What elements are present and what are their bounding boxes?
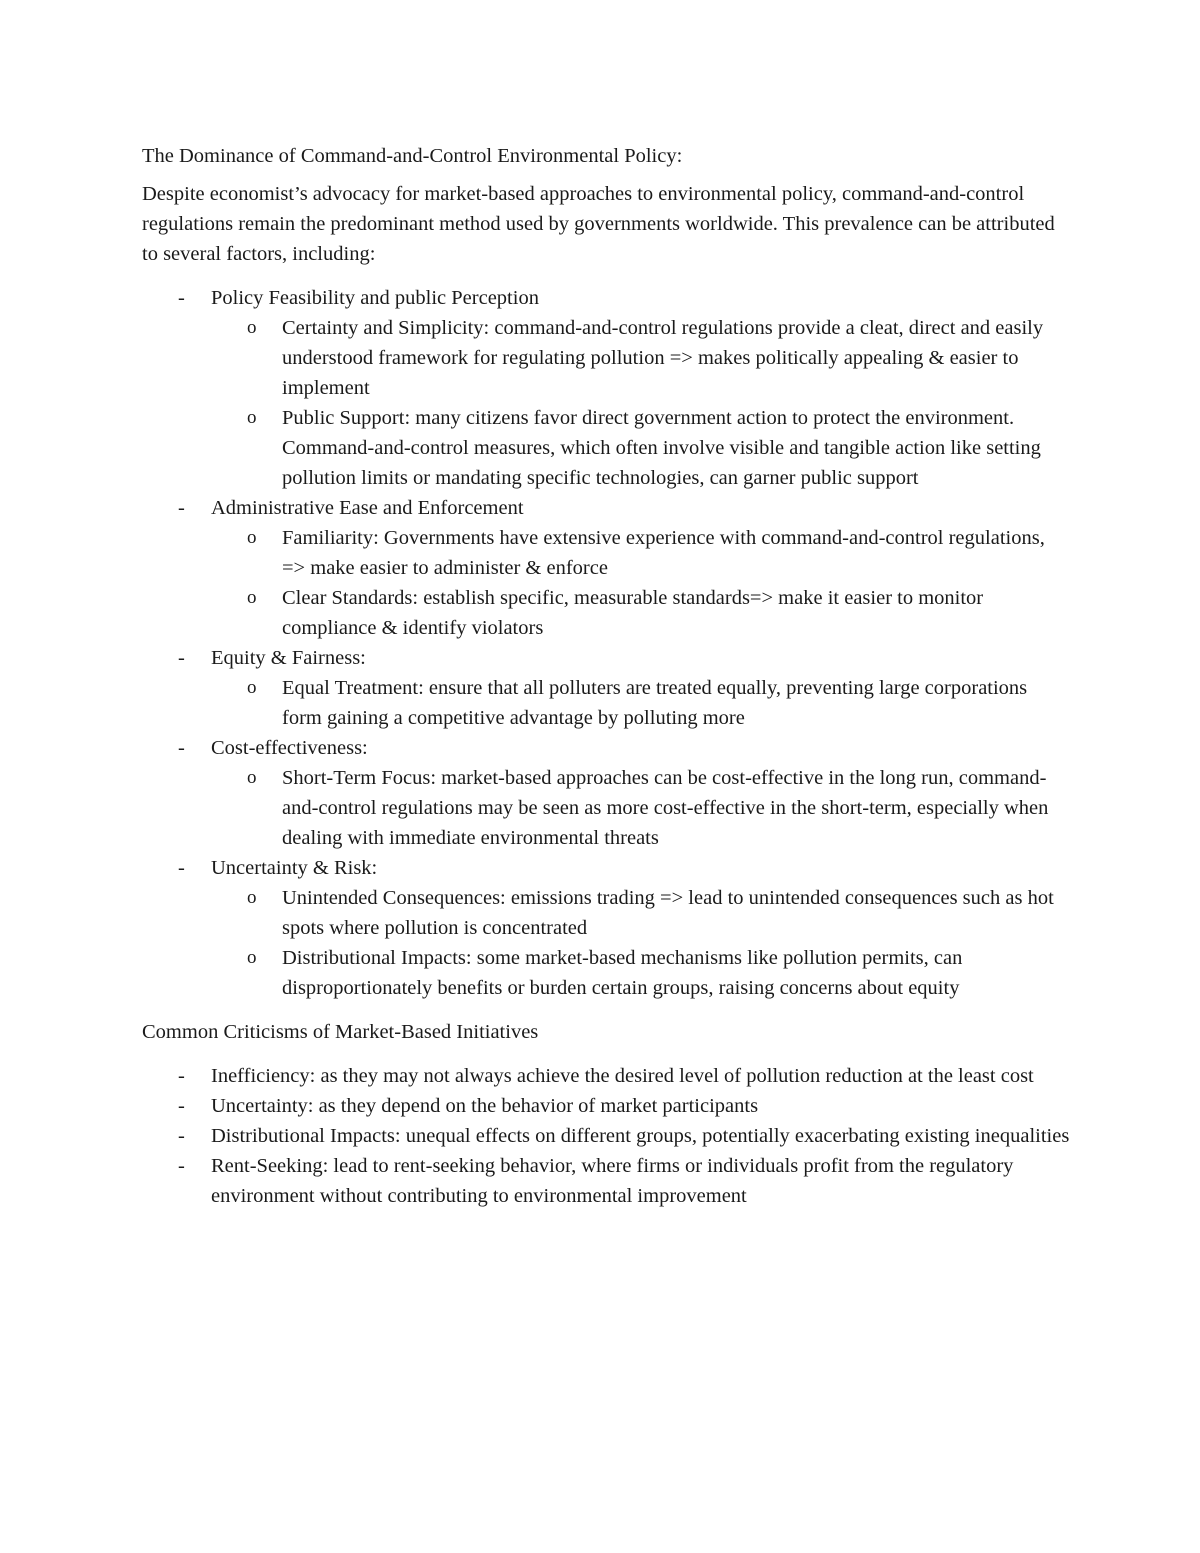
sub-list-item xyxy=(211,763,1072,853)
circle-bullet: o xyxy=(247,677,257,698)
dash-bullet: - xyxy=(178,1065,185,1087)
circle-bullet: o xyxy=(247,947,257,968)
sub-list xyxy=(211,673,1072,733)
list-item xyxy=(142,1121,1072,1151)
section-spacer xyxy=(142,1003,1072,1017)
section-heading-criticisms: Common Criticisms of Market-Based Initiatives xyxy=(142,1021,539,1043)
circle-bullet: o xyxy=(247,317,257,338)
list-item-text: Rent-Seeking: lead to rent-seeking behavior, where firms or individuals profit from the regulatory environment without contributing to environmental improvement xyxy=(211,1155,1014,1207)
dash-bullet: - xyxy=(178,647,185,669)
list-item-text: Distributional Impacts: unequal effects on different groups, potentially exacerbating existing inequalities xyxy=(211,1125,1070,1147)
list-item xyxy=(142,493,1072,643)
sub-list-item xyxy=(211,583,1072,643)
sub-item-text: Public Support: many citizens favor direct government action to protect the environment. Command-and-control measures, which often involve visible and tangible action like setting pollution limits or mandating specific technologies, can garner public support xyxy=(282,407,1041,489)
sub-item-text: Short-Term Focus: market-based approaches can be cost-effective in the long run, command-and-control regulations may be seen as more cost-effective in the short-term, especially when dealing with immediate environmental threats xyxy=(282,767,1049,849)
dash-bullet: - xyxy=(178,1095,185,1117)
document-page xyxy=(142,141,1072,1211)
list-item xyxy=(142,733,1072,853)
sub-list-item xyxy=(211,943,1072,1003)
sub-list xyxy=(211,313,1072,493)
list-item-label: Uncertainty & Risk: xyxy=(211,857,378,879)
circle-bullet: o xyxy=(247,767,257,788)
criticisms-list xyxy=(142,1061,1072,1211)
sub-item-text: Clear Standards: establish specific, measurable standards=> make it easier to monitor compliance & identify violators xyxy=(282,587,984,639)
sub-item-text: Unintended Consequences: emissions trading => lead to unintended consequences such as hot spots where pollution is concentrated xyxy=(282,887,1054,939)
list-item xyxy=(142,1061,1072,1091)
sub-item-text: Certainty and Simplicity: command-and-control regulations provide a cleat, direct and easily understood framework for regulating pollution => makes politically appealing & easier to implement xyxy=(282,317,1044,399)
list-item-label: Administrative Ease and Enforcement xyxy=(211,497,524,519)
dash-bullet: - xyxy=(178,287,185,309)
sub-list xyxy=(211,763,1072,853)
list-item-label: Equity & Fairness: xyxy=(211,647,366,669)
list-item-label: Policy Feasibility and public Perception xyxy=(211,287,539,309)
factors-list xyxy=(142,283,1072,1003)
intro-paragraph: Despite economist’s advocacy for market-based approaches to environmental policy, command-and-control regulations remain the predominant method used by governments worldwide. This prevalence can be attributed to several factors, including: xyxy=(142,183,1055,265)
sub-list-item xyxy=(211,883,1072,943)
list-item-label: Cost-effectiveness: xyxy=(211,737,368,759)
dash-bullet: - xyxy=(178,1125,185,1147)
sub-list-item xyxy=(211,523,1072,583)
list-item xyxy=(142,1151,1072,1211)
list-item xyxy=(142,1091,1072,1121)
list-item xyxy=(142,853,1072,1003)
sub-list xyxy=(211,883,1072,1003)
list-item-text: Uncertainty: as they depend on the behavior of market participants xyxy=(211,1095,759,1117)
dash-bullet: - xyxy=(178,857,185,879)
dash-bullet: - xyxy=(178,497,185,519)
circle-bullet: o xyxy=(247,407,257,428)
sub-list-item xyxy=(211,313,1072,403)
sub-item-text: Distributional Impacts: some market-based mechanisms like pollution permits, can disproportionately benefits or burden certain groups, raising concerns about equity xyxy=(282,947,963,999)
section-heading-dominance: The Dominance of Command-and-Control Environmental Policy: xyxy=(142,145,683,167)
dash-bullet: - xyxy=(178,1155,185,1177)
circle-bullet: o xyxy=(247,887,257,908)
sub-list-item xyxy=(211,403,1072,493)
sub-item-text: Familiarity: Governments have extensive experience with command-and-control regulations, => make easier to administer & enforce xyxy=(282,527,1045,579)
list-item xyxy=(142,643,1072,733)
list-item-text: Inefficiency: as they may not always achieve the desired level of pollution reduction at the least cost xyxy=(211,1065,1034,1087)
sub-item-text: Equal Treatment: ensure that all polluters are treated equally, preventing large corporations form gaining a competitive advantage by polluting more xyxy=(282,677,1028,729)
dash-bullet: - xyxy=(178,737,185,759)
circle-bullet: o xyxy=(247,527,257,548)
sub-list xyxy=(211,523,1072,643)
list-item xyxy=(142,283,1072,493)
sub-list-item xyxy=(211,673,1072,733)
circle-bullet: o xyxy=(247,587,257,608)
